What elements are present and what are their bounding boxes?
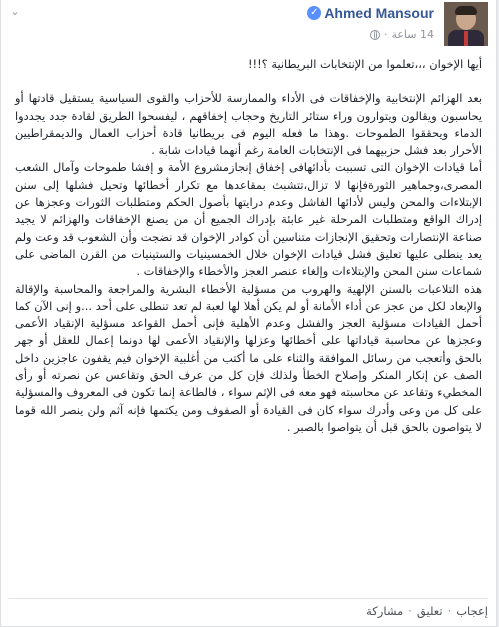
- author-name[interactable]: Ahmed Mansour: [324, 5, 434, 21]
- post-paragraph: هذه التلاعبات بالسنن الإلهية والهروب من مسؤلية الأخطاء البشرية والمراجعة والمحاسبة والإقالة والإبعاد لكل من عجز عن أداء الأمانة أو لم يكن أهلا لها لعبة لم تعد تنطلى على أحد ...و إنى الآن كما أحمل القيادات مسؤلية العجز والفشل وعدم الأهلية فإنى أحمل القواعد مسؤلية الإنقياد الأعمى وعجزها عن محاسبة قياداتها على أخطائها وعزلها والإنقياد الأعمى لها دونما إعمال للعقل أو جهر بالحق وأتعجب من رسائل الموافقة والثناء على ما أكتب من أغلبية الإخوان فيم يقفون عاجزين داخل الصف عن إنكار المنكر وإصلاح الخطأ ولذلك فإن كل من عرف الحق وتقاعس عن نصرته أو رأى المخطيء وتقاعد عن محاسبته فهو معه فى الإثم سواء ، فالطاعة إنما تكون فى المعروف والمسؤلية على كل من وعى وأدرك سواء كان فى القيادة أو الصفوف ومن يكتمها فإنه آثم ولن ينصر الله قوما لا يتواصون بالحق قبل أن يتواصوا بالصبر .: [15, 281, 482, 434]
- meta-dot: ·: [383, 28, 388, 41]
- post-body: [15, 56, 482, 436]
- avatar[interactable]: [444, 2, 488, 46]
- share-link[interactable]: مشاركة: [366, 604, 404, 618]
- avatar-tie: [464, 31, 468, 46]
- author-line: [307, 5, 434, 21]
- comment-link[interactable]: تعليق: [416, 604, 443, 618]
- action-dot: ·: [408, 604, 412, 618]
- globe-icon[interactable]: [370, 30, 380, 40]
- divider: [9, 598, 488, 599]
- post-header: [9, 0, 488, 52]
- post-paragraph: أما قيادات الإخوان التى تسببت بأدائهافى إخفاق إنجازمشروع الأمة و إفشا طموحات وآمال الشعب المصرى،وجماهير الثورةفإنها لا تزال،تتشبث بمقاعدها مع تكرار أخطائها وتحيل فشلها إلى سنن الإبتلاءات والمحن وليس لأدائها الفاشل وعدم درايتها بأصول الحكم ومتطلبات الثورات وعجزها عن إدراك الواقع ومتطلبات المرحلة غير عابئة بإدراك الجميع أن من يصنع الإخفاقات والهزائم لا يجيد صناعة الإنتصارات وتحقيق الإنجازات متناسين أن كوادر الإخوان قد نضجت وأن الشعوب قد وعت ولم يعد ينطلى عليها تعليق فشل قيادات الإخوان خلال الخمسينيات والستينيات من القرن الماضى على شماعات سنن المحن والإبتلاءات وإلغاء عنصر العجز والأخطاء والإخفاقات .: [15, 160, 482, 279]
- action-dot: ·: [447, 604, 452, 618]
- action-bar: [9, 601, 488, 621]
- post-paragraph: بعد الهزائم الإنتخابية والإخفاقات فى الأداء والممارسة للأحزاب والقوى السياسية يستقيل قادتها أو يحاسبون ويقالون ويتوارون وراء ستائر التاريخ وحجاب إخفاقهم ، ليفسحوا الطريق لقادة جدد يجددوا الدماء ويحققوا الطموحات .وهذا ما فعله اليوم فى بريطانيا قادة أحزاب العمال والديمقراطيين الأحرار بعد فشل حزبيهما فى الإنتخابات العامة رغم أنهما قيادات شابة .: [15, 91, 482, 158]
- chevron-down-icon[interactable]: ⌄: [10, 5, 20, 18]
- post-timestamp[interactable]: 14 ساعة: [391, 28, 434, 41]
- post-greeting: أيها الإخوان ،،،تعلموا من الإنتخابات البريطانية ؟!!!: [247, 57, 482, 71]
- avatar-hair: [455, 6, 477, 15]
- post-meta: [370, 28, 434, 41]
- verified-badge-icon: ✓: [307, 6, 321, 20]
- like-link[interactable]: إعجاب: [456, 604, 488, 618]
